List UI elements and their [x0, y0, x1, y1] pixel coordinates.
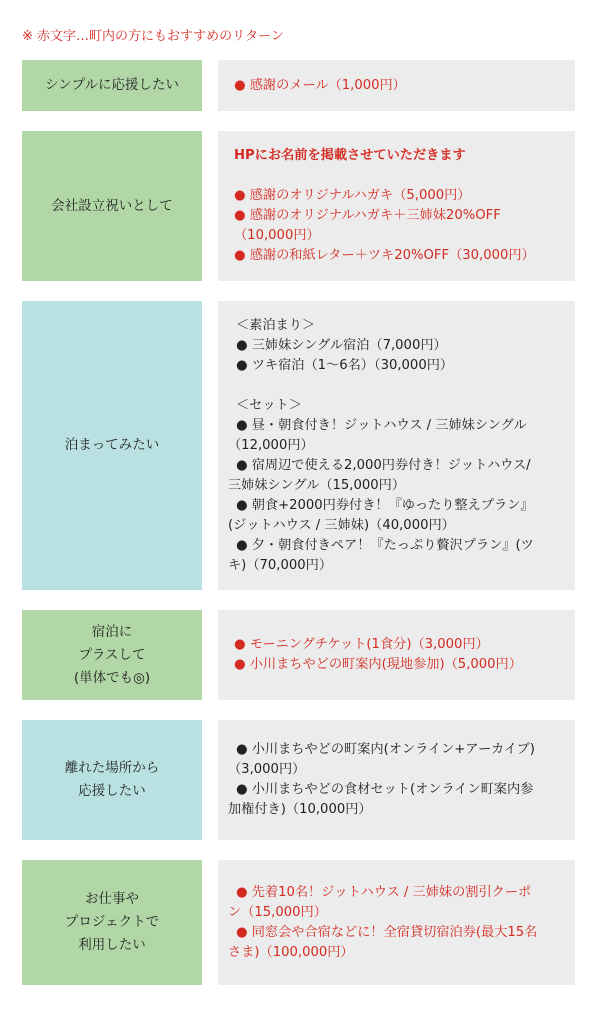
- reward-panel-want-to-stay: [218, 301, 575, 590]
- reward-item: （12,000円）: [228, 437, 314, 453]
- category-label: 泊まってみたい: [64, 437, 160, 453]
- category-add-on-to-stay: [22, 610, 202, 700]
- red-text-note: ※ 赤文字…町内の方にもおすすめのリターン: [22, 29, 284, 44]
- reward-item: （3,000円）: [228, 762, 306, 777]
- spacer: [234, 166, 561, 186]
- reward-item: （10,000円）: [234, 228, 320, 243]
- reward-panel-support-from-afar: [218, 720, 575, 840]
- category-label: プラスして: [78, 646, 146, 663]
- reward-item: ● 夕・朝食付きペア！『たっぷり贅沢プラン』(ツ: [236, 537, 534, 553]
- spacer: [228, 376, 561, 396]
- reward-item: 加権付き)（10,000円）: [228, 802, 372, 817]
- category-label: 会社設立祝いとして: [51, 197, 173, 214]
- reward-item: ● 小川まちやどの町案内(オンライン+アーカイブ): [236, 742, 535, 757]
- category-simple-support: [22, 60, 202, 111]
- category-label: 離れた場所から: [64, 760, 160, 776]
- category-business-use: [22, 860, 202, 985]
- reward-item: ● 昼・朝食付き！ジットハウス / 三姉妹シングル: [236, 417, 527, 433]
- reward-panel-simple-support: [218, 60, 575, 111]
- reward-item: キ)（70,000円）: [228, 557, 333, 573]
- reward-panel-company-founding: [218, 131, 575, 281]
- reward-item: ● 小川まちやどの町案内(現地参加)（5,000円）: [234, 657, 522, 672]
- reward-panel-business-use: [218, 860, 575, 985]
- reward-item: ● モーニングチケット(1食分)（3,000円）: [234, 637, 489, 652]
- reward-item: ● ツキ宿泊（1〜6名）（30,000円）: [236, 357, 454, 373]
- reward-heading: HPにお名前を掲載させていただきます: [234, 148, 466, 163]
- reward-item: ● 感謝のオリジナルハガキ＋三姉妹20%OFF: [234, 208, 501, 223]
- category-support-from-afar: [22, 720, 202, 840]
- category-want-to-stay: [22, 301, 202, 590]
- reward-item: 三姉妹シングル（15,000円）: [228, 477, 406, 493]
- reward-item: ● 先着10名！ジットハウス / 三姉妹の割引クーポ: [236, 884, 532, 900]
- reward-panel-add-on-to-stay: [218, 610, 575, 700]
- reward-item: ● 朝食+2000円券付き！『ゆったり整えプラン』: [236, 497, 534, 513]
- reward-item: ン（15,000円）: [228, 904, 327, 920]
- reward-item: ● 感謝のオリジナルハガキ（5,000円）: [234, 188, 471, 203]
- category-label: プロジェクトで: [64, 914, 160, 930]
- reward-item: ● 感謝の和紙レター＋ツキ20%OFF（30,000円）: [234, 248, 535, 263]
- reward-item: さま)（100,000円）: [228, 944, 354, 960]
- reward-item: ● 感謝のメール（1,000円）: [234, 77, 406, 93]
- category-label: シンプルに応援したい: [44, 77, 180, 93]
- group-title-room-only: ＜素泊まり＞: [236, 317, 316, 333]
- category-label: 利用したい: [78, 937, 146, 953]
- category-label: (単体でも◎): [73, 669, 151, 686]
- reward-item: ● 小川まちやどの食材セット(オンライン町案内参: [236, 782, 534, 797]
- reward-item: ● 三姉妹シングル宿泊（7,000円）: [236, 337, 447, 353]
- category-company-founding: [22, 131, 202, 281]
- category-label: お仕事や: [85, 891, 139, 907]
- category-label: 応援したい: [78, 783, 146, 799]
- category-label: 宿泊に: [91, 623, 133, 640]
- group-title-set: ＜セット＞: [236, 397, 302, 413]
- reward-item: (ジットハウス / 三姉妹)（40,000円）: [228, 517, 455, 533]
- reward-item: ● 同窓会や合宿などに！全宿貸切宿泊券(最大15名: [236, 924, 538, 940]
- reward-item: ● 宿周辺で使える2,000円券付き！ジットハウス/: [236, 457, 531, 473]
